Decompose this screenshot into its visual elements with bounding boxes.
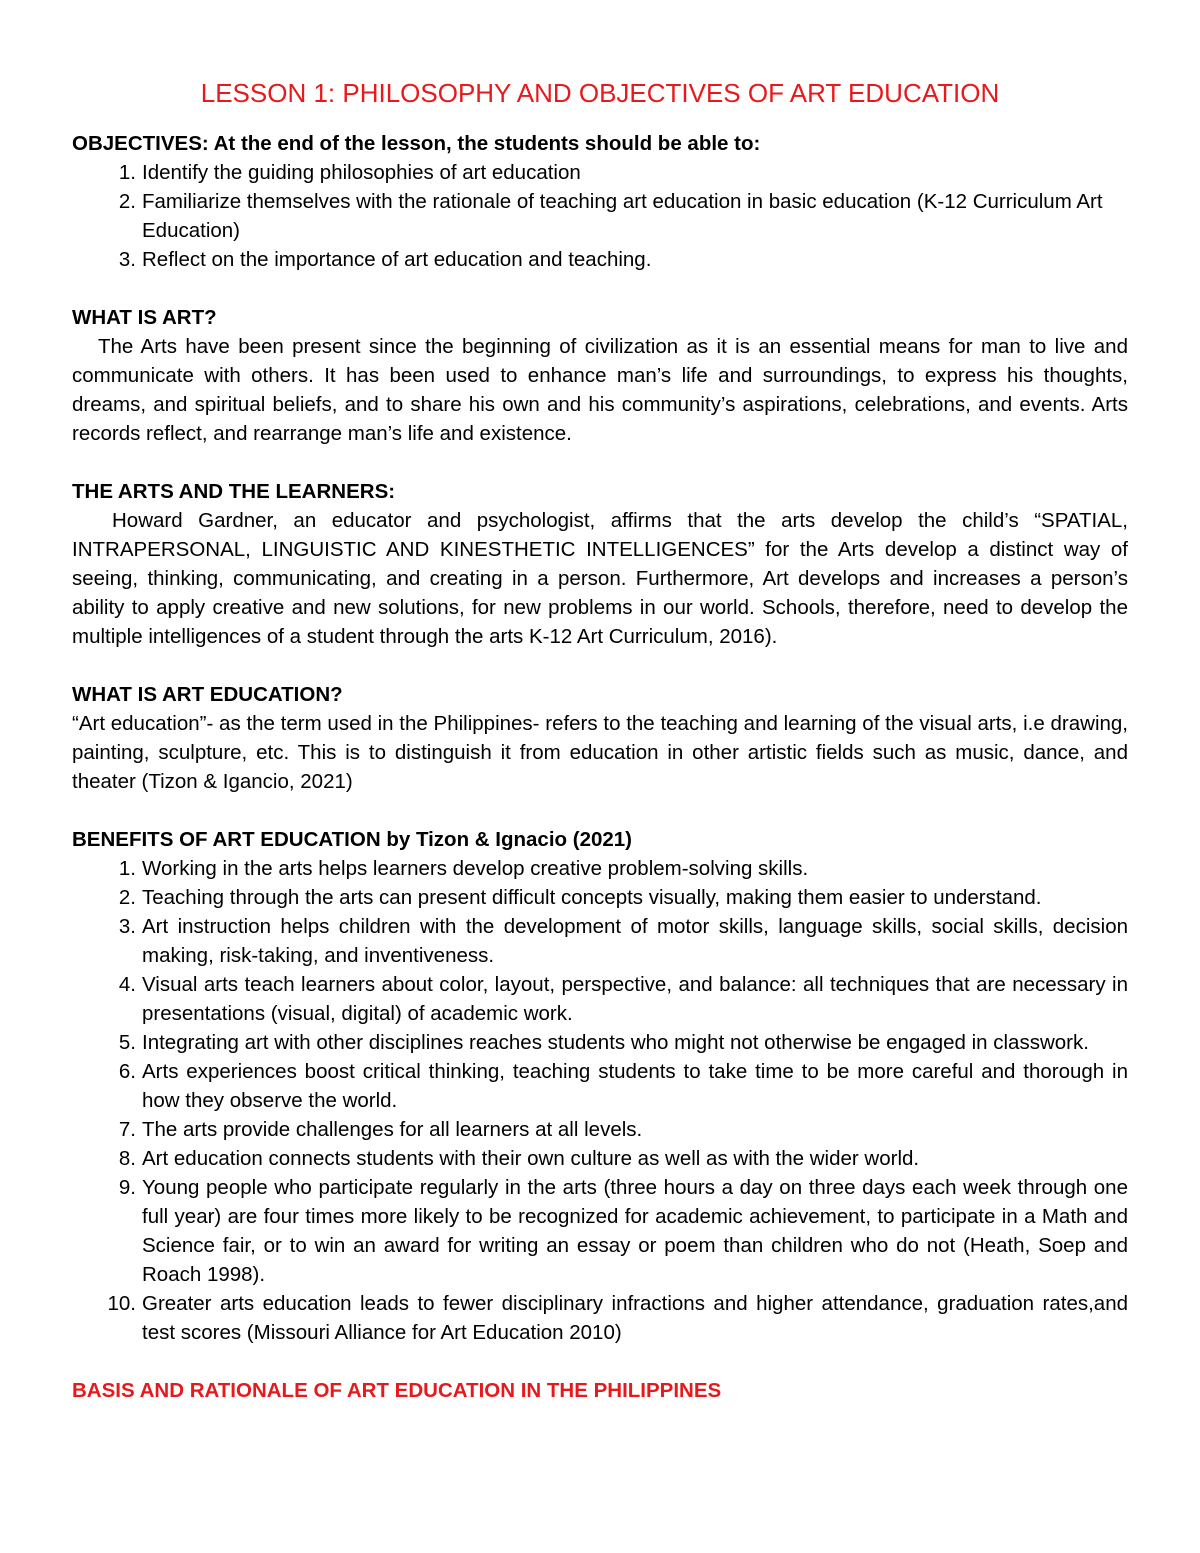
list-number: 1. xyxy=(118,857,136,880)
list-text: Identify the guiding philosophies of art education xyxy=(142,161,581,184)
benefits-heading: BENEFITS OF ART EDUCATION by Tizon & Ignacio (2021) xyxy=(72,828,632,851)
basis-heading: BASIS AND RATIONALE OF ART EDUCATION IN THE PHILIPPINES xyxy=(72,1379,722,1402)
list-text: Working in the arts helps learners develop creative problem-solving skills. xyxy=(142,857,809,880)
list-text: Reflect on the importance of art education and teaching. xyxy=(142,248,652,271)
list-number: 7. xyxy=(118,1118,136,1141)
list-item xyxy=(72,970,1128,1028)
list-text: Art instruction helps children with the development of motor skills, language skills, social skills, decision making, risk-taking, and inventiveness. xyxy=(142,915,1128,967)
list-item xyxy=(72,158,1128,187)
what-is-art-paragraph: The Arts have been present since the beginning of civilization as it is an essential means for man to live and communicate with others. It has been used to enhance man’s life and surroundings, to express his thoughts, dreams, and spiritual beliefs, and to share his own and his community’s aspirations, celebrations, and events. Arts records reflect, and rearrange man’s life and existence. xyxy=(72,335,1128,445)
objectives-heading: OBJECTIVES: At the end of the lesson, the students should be able to: xyxy=(72,132,761,155)
list-text: Integrating art with other disciplines reaches students who might not otherwise be engaged in classwork. xyxy=(142,1031,1089,1054)
list-text: The arts provide challenges for all learners at all levels. xyxy=(142,1118,643,1141)
list-text: Visual arts teach learners about color, layout, perspective, and balance: all techniques that are necessary in presentations (visual, digital) of academic work. xyxy=(142,973,1128,1025)
list-number: 3. xyxy=(118,915,136,938)
list-text: Young people who participate regularly in the arts (three hours a day on three days each week through one full year) are four times more likely to be recognized for academic achievement, to participate in a Math and Science fair, or to win an award for writing an essay or poem than children who do not (Heath, Soep and Roach 1998). xyxy=(142,1176,1128,1286)
art-education-paragraph: “Art education”- as the term used in the Philippines- refers to the teaching and learning of the visual arts, i.e drawing, painting, sculpture, etc. This is to distinguish it from education in other artistic fields such as music, dance, and theater (Tizon & Igancio, 2021) xyxy=(72,712,1128,793)
list-item xyxy=(72,1289,1128,1347)
list-item xyxy=(72,912,1128,970)
arts-learners-paragraph: Howard Gardner, an educator and psychologist, affirms that the arts develop the child’s “SPATIAL, INTRAPERSONAL, LINGUISTIC AND KINESTHETIC INTELLIGENCES” for the Arts develop a distinct way of seeing, thinking, communicating, and creating in a person. Furthermore, Art develops and increases a person’s ability to apply creative and new solutions, for new problems in our world. Schools, therefore, need to develop the multiple intelligences of a student through the arts K-12 Art Curriculum, 2016). xyxy=(72,509,1128,648)
list-item xyxy=(72,245,1128,274)
benefits-list xyxy=(72,854,1128,1347)
list-number: 8. xyxy=(118,1147,136,1170)
list-number: 4. xyxy=(118,973,136,996)
list-item xyxy=(72,1115,1128,1144)
document-page xyxy=(72,76,1128,1405)
list-item xyxy=(72,883,1128,912)
list-item xyxy=(72,1144,1128,1173)
list-text: Arts experiences boost critical thinking, teaching students to take time to be more careful and thorough in how they observe the world. xyxy=(142,1060,1128,1112)
list-item xyxy=(72,1028,1128,1057)
list-text: Art education connects students with their own culture as well as with the wider world. xyxy=(142,1147,920,1170)
list-item xyxy=(72,187,1128,245)
list-number: 10. xyxy=(107,1292,136,1315)
list-number: 5. xyxy=(118,1031,136,1054)
list-number: 2. xyxy=(118,886,136,909)
list-number: 1. xyxy=(118,161,136,184)
list-number: 6. xyxy=(118,1060,136,1083)
list-item xyxy=(72,1173,1128,1289)
list-item xyxy=(72,854,1128,883)
list-number: 9. xyxy=(118,1176,136,1199)
what-is-art-heading: WHAT IS ART? xyxy=(72,306,217,329)
art-education-heading: WHAT IS ART EDUCATION? xyxy=(72,683,343,706)
page-title: LESSON 1: PHILOSOPHY AND OBJECTIVES OF ART EDUCATION xyxy=(200,78,1000,108)
list-item xyxy=(72,1057,1128,1115)
list-number: 3. xyxy=(118,248,136,271)
list-number: 2. xyxy=(118,190,136,213)
list-text: Teaching through the arts can present difficult concepts visually, making them easier to understand. xyxy=(142,886,1042,909)
objectives-list xyxy=(72,158,1128,274)
list-text: Familiarize themselves with the rationale of teaching art education in basic education (K-12 Curriculum Art Education) xyxy=(142,190,1103,242)
list-text: Greater arts education leads to fewer disciplinary infractions and higher attendance, graduation rates,and test scores (Missouri Alliance for Art Education 2010) xyxy=(142,1292,1128,1344)
arts-learners-heading: THE ARTS AND THE LEARNERS: xyxy=(72,480,396,503)
